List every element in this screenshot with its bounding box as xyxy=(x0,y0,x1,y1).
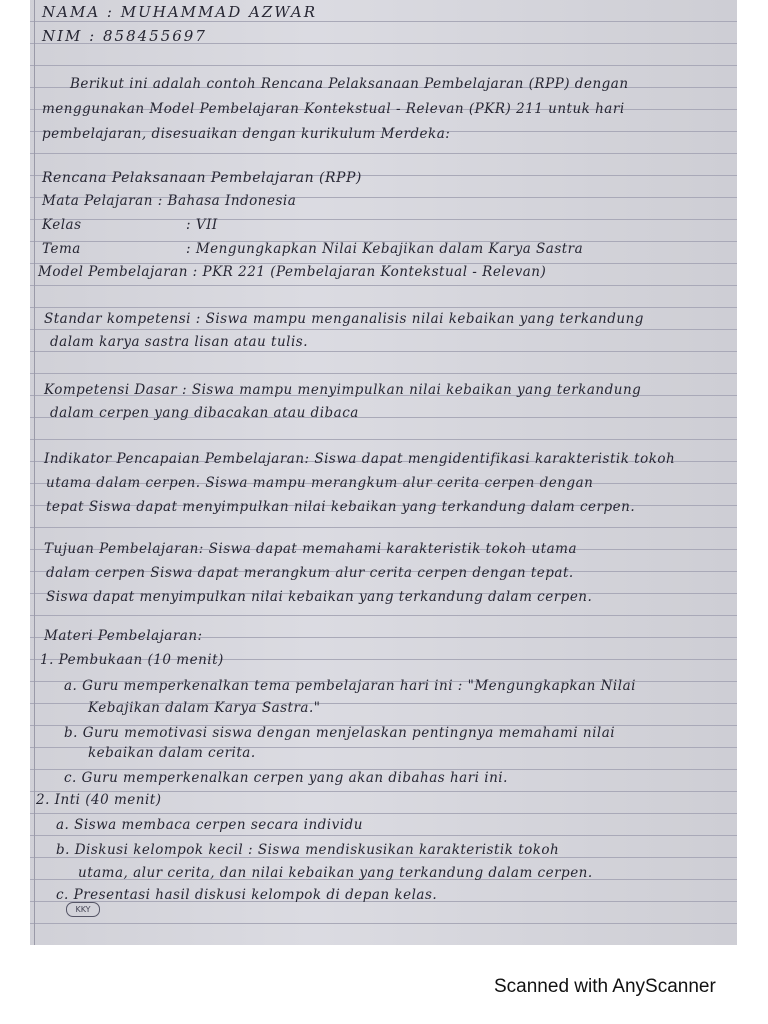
materi-inti-a: a. Siswa membaca cerpen secara individu xyxy=(56,817,363,833)
rpp-kelas-label: Kelas xyxy=(42,217,82,233)
materi-c: c. Guru memperkenalkan cerpen yang akan dibahas hari ini. xyxy=(64,770,508,786)
materi-inti-b-line-2: utama, alur cerita, dan nilai kebaikan yang terkandung dalam cerpen. xyxy=(78,865,593,881)
indikator-line-3: tepat Siswa dapat menyimpulkan nilai kebaikan yang terkandung dalam cerpen. xyxy=(46,499,636,515)
rpp-model: Model Pembelajaran : PKR 221 (Pembelajaran Kontekstual - Relevan) xyxy=(38,264,547,280)
rpp-kelas-value: : VII xyxy=(186,217,218,233)
tujuan-line-2: dalam cerpen Siswa dapat merangkum alur cerita cerpen dengan tepat. xyxy=(46,565,574,581)
materi-heading: Materi Pembelajaran: xyxy=(44,628,203,644)
materi-inti-c: c. Presentasi hasil diskusi kelompok di depan kelas. xyxy=(56,887,438,903)
materi-inti: 2. Inti (40 menit) xyxy=(36,792,162,808)
materi-a-line-1: a. Guru memperkenalkan tema pembelajaran hari ini : "Mengungkapkan Nilai xyxy=(64,678,636,694)
indikator-line-1: Indikator Pencapaian Pembelajaran: Siswa dapat mengidentifikasi karakteristik tokoh xyxy=(44,451,676,467)
tujuan-line-3: Siswa dapat menyimpulkan nilai kebaikan yang terkandung dalam cerpen. xyxy=(46,589,593,605)
standar-line-2: dalam karya sastra lisan atau tulis. xyxy=(50,334,309,350)
kd-line-2: dalam cerpen yang dibacakan atau dibaca xyxy=(50,405,359,421)
rpp-mapel: Mata Pelajaran : Bahasa Indonesia xyxy=(42,193,297,209)
standar-line-1: Standar kompetensi : Siswa mampu menganalisis nilai kebaikan yang terkandung xyxy=(44,311,644,327)
kd-line-1: Kompetensi Dasar : Siswa mampu menyimpulkan nilai kebaikan yang terkandung xyxy=(44,382,642,398)
notebook-page xyxy=(30,0,737,945)
materi-a-line-2: Kebajikan dalam Karya Sastra." xyxy=(88,700,321,716)
rpp-tema-value: : Mengungkapkan Nilai Kebajikan dalam Karya Sastra xyxy=(186,241,584,257)
intro-line-1: Berikut ini adalah contoh Rencana Pelaksanaan Pembelajaran (RPP) dengan xyxy=(70,76,629,92)
intro-line-3: pembelajaran, disesuaikan dengan kurikulum Merdeka: xyxy=(42,126,451,142)
rpp-tema-label: Tema xyxy=(42,241,81,257)
materi-b-line-1: b. Guru memotivasi siswa dengan menjelaskan pentingnya memahami nilai xyxy=(64,725,616,741)
margin-line xyxy=(34,0,35,945)
scanner-watermark: Scanned with AnyScanner xyxy=(494,976,716,997)
paper-brand-stamp: KKY xyxy=(66,902,100,917)
indikator-line-2: utama dalam cerpen. Siswa mampu merangkum alur cerita cerpen dengan xyxy=(46,475,594,491)
tujuan-line-1: Tujuan Pembelajaran: Siswa dapat memahami karakteristik tokoh utama xyxy=(44,541,578,557)
materi-pembukaan: 1. Pembukaan (10 menit) xyxy=(40,652,224,668)
rpp-title: Rencana Pelaksanaan Pembelajaran (RPP) xyxy=(42,170,362,186)
materi-inti-b-line-1: b. Diskusi kelompok kecil : Siswa mendiskusikan karakteristik tokoh xyxy=(56,842,560,858)
materi-b-line-2: kebaikan dalam cerita. xyxy=(88,745,256,761)
intro-line-2: menggunakan Model Pembelajaran Kontekstual - Relevan (PKR) 211 untuk hari xyxy=(42,101,625,117)
student-nim: NIM : 858455697 xyxy=(42,27,207,45)
student-name: NAMA : MUHAMMAD AZWAR xyxy=(42,3,318,21)
